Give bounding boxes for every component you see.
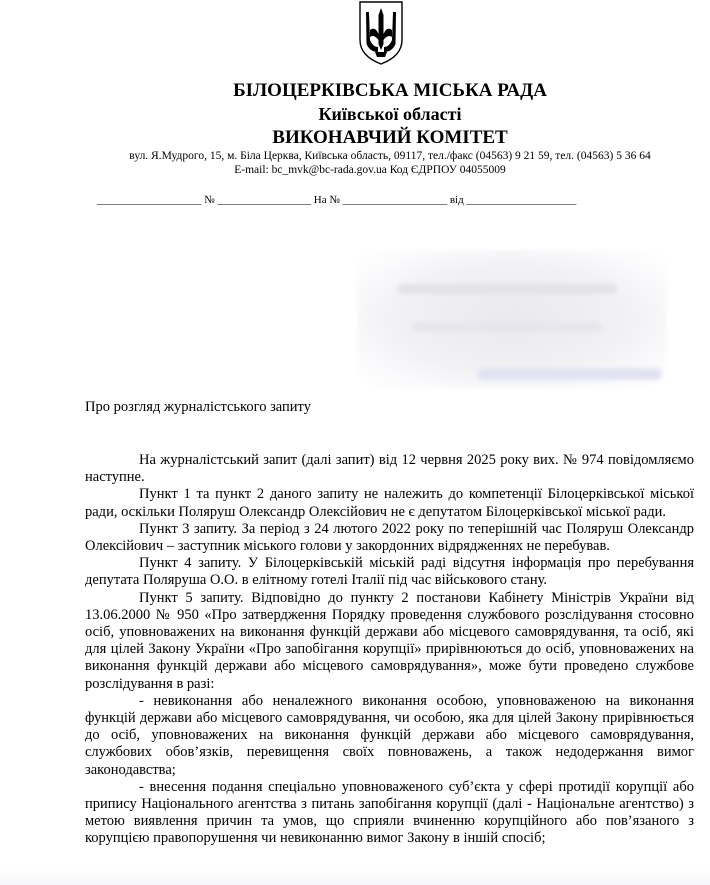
organization-region: Київської області xyxy=(318,104,462,124)
letter-subject: Про розгляд журналістського запиту xyxy=(85,399,311,415)
organization-email-code: E-mail: bc_mvk@bc-rada.gov.ua Код ЄДРПОУ 04055009 xyxy=(234,164,506,176)
page-bottom-edge xyxy=(0,870,710,885)
redacted-line xyxy=(397,284,617,294)
registration-reference-line: ___________________ № _________________ На № ___________________ від ____________________ xyxy=(97,194,577,206)
redacted-line xyxy=(477,368,662,380)
body-paragraph: Пункт 1 та пункт 2 даного запиту не належить до компетенції Білоцерківської міської ради, оскільки Поляруш Олександр Олексійович не є депутатом Білоцерківської міської ради. xyxy=(85,486,694,520)
trident-coat-of-arms-icon xyxy=(357,0,405,66)
body-paragraph: Пункт 3 запиту. За період з 24 лютого 2022 року по теперішній час Поляруш Олександр Олексійович – заступник міського голови у закордонних відрядженнях не перебував. xyxy=(85,520,694,555)
executive-committee-title: ВИКОНАВЧИЙ КОМІТЕТ xyxy=(272,127,508,148)
redacted-line xyxy=(412,322,602,332)
body-paragraph: На журналістський запит (далі запит) від 12 червня 2025 року вих. № 974 повідомляємо наступне. xyxy=(85,452,694,486)
body-list-item: - невиконання або неналежного виконання особою, уповноваженою на виконання функцій держави або місцевого самоврядування, чи особою, яка для цілей Закону прирівнюється до осіб, уповноважених на виконання функцій держави або місцевого самоврядування, службових обов’язків, перевищення своїх повноважень, а також недодержання вимог законодавства; xyxy=(85,692,694,778)
body-paragraph: Пункт 5 запиту. Відповідно до пункту 2 постанови Кабінету Міністрів України від 13.06.2000 № 950 «Про затвердження Порядку проведення службового розслідування стосовно осіб, уповноважених на виконання функцій держави або місцевого самоврядування, та осіб, які для цілей Закону України «Про запобігання корупції» прирівнюються до осіб, уповноважених на виконання функцій держави або місцевого самоврядування», може бути проведено службове розслідування в разі: xyxy=(85,589,694,692)
body-list-item: - внесення подання спеціально уповноваженого суб’єкта у сфері протидії корупції або припису Національного агентства з питань запобігання корупції (далі - Національне агентство) з метою виявлення причин та умов, що сприяли вчиненню корупційного або пов’язаного з корупцією правопорушення чи невиконанню вимог Закону в іншій спосіб; xyxy=(85,778,694,847)
organization-address: вул. Я.Мудрого, 15, м. Біла Церква, Київська область, 09117, тел./факс (04563) 9 21 59, тел. (04563) 5 36 64 xyxy=(129,150,651,162)
organization-name: БІЛОЦЕРКІВСЬКА МІСЬКА РАДА xyxy=(233,80,547,101)
redacted-recipient-block xyxy=(357,250,667,388)
letter-body xyxy=(85,452,694,848)
body-paragraph: Пункт 4 запиту. У Білоцерківській міській раді відсутня інформація про перебування депутата Поляруша О.О. в елітному готелі Італії під час військового стану. xyxy=(85,555,694,589)
